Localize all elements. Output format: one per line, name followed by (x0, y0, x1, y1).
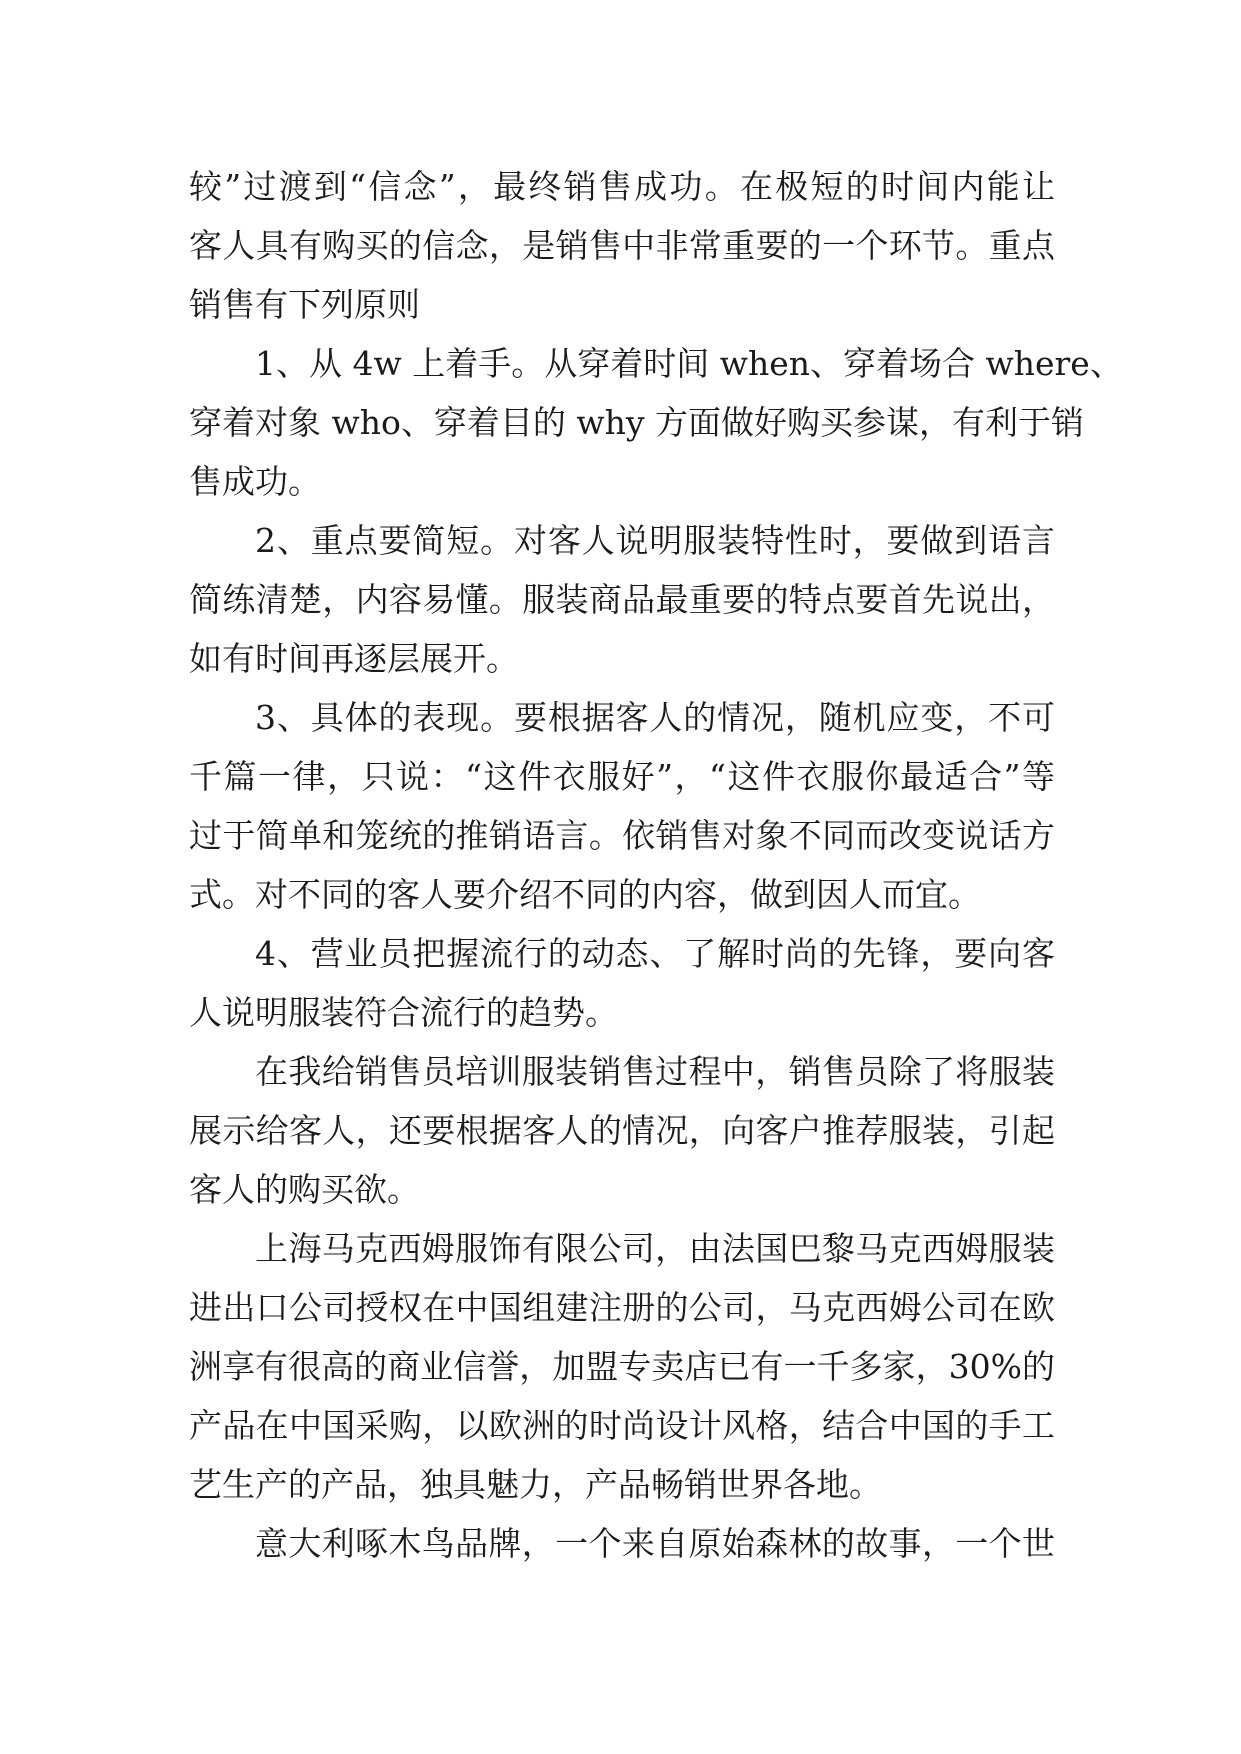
paragraph-maxim-company (189, 1219, 1055, 1514)
text-line: 2、重点要简短。对客人说明服装特性时，要做到语言 (255, 521, 1055, 560)
text-line: 式。对不同的客人要介绍不同的内容，做到因人而宜。 (189, 875, 981, 914)
text-line: 客人具有购买的信念，是销售中非常重要的一个环节。重点 (189, 226, 1055, 265)
paragraph-principle-2 (189, 511, 1055, 688)
text-line: 上海马克西姆服饰有限公司，由法国巴黎马克西姆服装 (255, 1229, 1055, 1268)
text-line: 产品在中国采购，以欧洲的时尚设计风格，结合中国的手工 (189, 1406, 1055, 1445)
text-line: 展示给客人，还要根据客人的情况，向客户推荐服装，引起 (189, 1111, 1055, 1150)
text-line: 简练清楚，内容易懂。服装商品最重要的特点要首先说出， (189, 580, 1055, 619)
text-line: 4、营业员把握流行的动态、了解时尚的先锋，要向客 (255, 934, 1055, 973)
text-line: 1、从 4w 上着手。从穿着时间 when、穿着场合 where、 (255, 344, 1123, 383)
text-line: 洲享有很高的商业信誉，加盟专卖店已有一千多家，30%的 (189, 1347, 1055, 1386)
text-line: 客人的购买欲。 (189, 1170, 420, 1209)
text-line: 穿着对象 who、穿着目的 why 方面做好购买参谋，有利于销 (189, 403, 1084, 442)
text-line: 千篇一律，只说：“这件衣服好”，“这件衣服你最适合”等 (189, 757, 1055, 796)
paragraph-woodpecker-brand (189, 1514, 1055, 1573)
text-line: 人说明服装符合流行的趋势。 (189, 993, 618, 1032)
body-text[interactable] (189, 157, 1123, 1573)
text-line: 过于简单和笼统的推销语言。依销售对象不同而改变说话方 (189, 816, 1055, 855)
paragraph-principle-4 (189, 924, 1055, 1042)
text-line: 进出口公司授权在中国组建注册的公司，马克西姆公司在欧 (189, 1288, 1055, 1327)
text-line: 较”过渡到“信念”，最终销售成功。在极短的时间内能让 (189, 167, 1055, 206)
text-line: 艺生产的产品，独具魅力，产品畅销世界各地。 (189, 1465, 882, 1504)
text-line: 销售有下列原则 (189, 285, 420, 324)
continued-paragraph (189, 157, 1055, 334)
text-line: 意大利啄木鸟品牌，一个来自原始森林的故事，一个世 (255, 1524, 1055, 1563)
text-line: 如有时间再逐层展开。 (189, 639, 519, 678)
text-line: 在我给销售员培训服装销售过程中，销售员除了将服装 (255, 1052, 1055, 1091)
paragraph-principle-1 (189, 334, 1123, 511)
paragraph-principle-3 (189, 688, 1055, 924)
paragraph-training (189, 1042, 1055, 1219)
text-line: 3、具体的表现。要根据客人的情况，随机应变，不可 (255, 698, 1055, 737)
text-line: 售成功。 (189, 462, 321, 501)
